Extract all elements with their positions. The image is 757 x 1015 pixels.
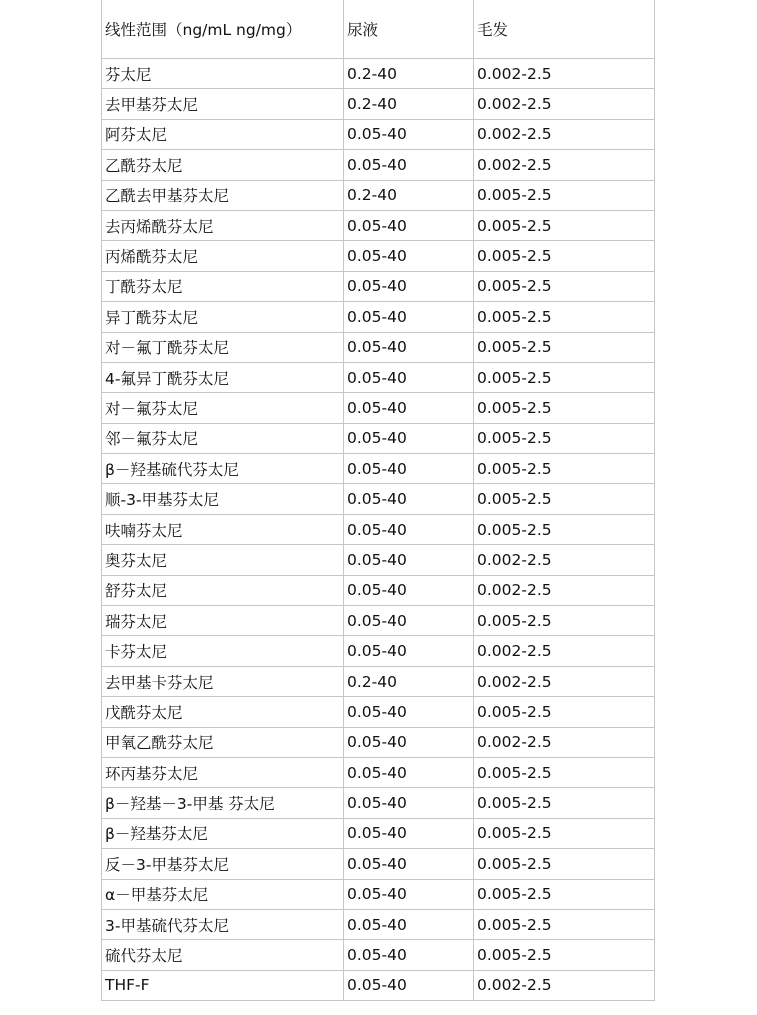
table-row xyxy=(102,909,655,939)
compound-cell: β－羟基芬太尼 xyxy=(102,818,344,848)
urine-range-cell: 0.05-40 xyxy=(344,970,474,1000)
linear-range-table xyxy=(101,0,655,1001)
table-row xyxy=(102,210,655,240)
compound-cell: 丁酰芬太尼 xyxy=(102,271,344,301)
table-row xyxy=(102,393,655,423)
hair-range-cell: 0.005-2.5 xyxy=(474,788,655,818)
hair-range-cell: 0.002-2.5 xyxy=(474,119,655,149)
table-row xyxy=(102,59,655,89)
urine-range-cell: 0.05-40 xyxy=(344,879,474,909)
urine-range-cell: 0.05-40 xyxy=(344,818,474,848)
hair-range-cell: 0.002-2.5 xyxy=(474,727,655,757)
compound-cell: 3-甲基硫代芬太尼 xyxy=(102,909,344,939)
compound-cell: 舒芬太尼 xyxy=(102,575,344,605)
compound-cell: 甲氧乙酰芬太尼 xyxy=(102,727,344,757)
urine-range-cell: 0.2-40 xyxy=(344,59,474,89)
urine-range-cell: 0.05-40 xyxy=(344,150,474,180)
hair-range-cell: 0.005-2.5 xyxy=(474,757,655,787)
compound-cell: 阿芬太尼 xyxy=(102,119,344,149)
urine-range-cell: 0.05-40 xyxy=(344,362,474,392)
table-row xyxy=(102,940,655,970)
compound-cell: 瑞芬太尼 xyxy=(102,606,344,636)
urine-range-cell: 0.05-40 xyxy=(344,210,474,240)
compound-cell: 戊酰芬太尼 xyxy=(102,697,344,727)
table-row xyxy=(102,332,655,362)
urine-range-cell: 0.05-40 xyxy=(344,636,474,666)
hair-range-cell: 0.005-2.5 xyxy=(474,393,655,423)
table-row xyxy=(102,970,655,1000)
table-row xyxy=(102,697,655,727)
hair-range-cell: 0.002-2.5 xyxy=(474,59,655,89)
hair-range-cell: 0.005-2.5 xyxy=(474,849,655,879)
hair-range-cell: 0.002-2.5 xyxy=(474,545,655,575)
header-compound: 线性范围（ng/mL ng/mg） xyxy=(102,0,344,59)
hair-range-cell: 0.005-2.5 xyxy=(474,909,655,939)
urine-range-cell: 0.05-40 xyxy=(344,909,474,939)
urine-range-cell: 0.05-40 xyxy=(344,484,474,514)
hair-range-cell: 0.005-2.5 xyxy=(474,210,655,240)
table-row xyxy=(102,362,655,392)
compound-cell: 去甲基卡芬太尼 xyxy=(102,666,344,696)
compound-cell: 对－氟丁酰芬太尼 xyxy=(102,332,344,362)
table-row xyxy=(102,606,655,636)
table-row xyxy=(102,666,655,696)
urine-range-cell: 0.05-40 xyxy=(344,575,474,605)
compound-cell: 呋喃芬太尼 xyxy=(102,514,344,544)
table-row xyxy=(102,545,655,575)
compound-cell: α－甲基芬太尼 xyxy=(102,879,344,909)
compound-cell: 硫代芬太尼 xyxy=(102,940,344,970)
table-row xyxy=(102,423,655,453)
hair-range-cell: 0.005-2.5 xyxy=(474,454,655,484)
header-row xyxy=(102,0,655,59)
table-row xyxy=(102,879,655,909)
urine-range-cell: 0.05-40 xyxy=(344,241,474,271)
compound-cell: 奥芬太尼 xyxy=(102,545,344,575)
urine-range-cell: 0.05-40 xyxy=(344,940,474,970)
header-hair: 毛发 xyxy=(474,0,655,59)
urine-range-cell: 0.05-40 xyxy=(344,514,474,544)
compound-cell: 去甲基芬太尼 xyxy=(102,89,344,119)
table-row xyxy=(102,180,655,210)
hair-range-cell: 0.002-2.5 xyxy=(474,970,655,1000)
table-row xyxy=(102,150,655,180)
compound-cell: THF-F xyxy=(102,970,344,1000)
hair-range-cell: 0.005-2.5 xyxy=(474,818,655,848)
compound-cell: 环丙基芬太尼 xyxy=(102,757,344,787)
hair-range-cell: 0.005-2.5 xyxy=(474,271,655,301)
table-row xyxy=(102,575,655,605)
table-row xyxy=(102,119,655,149)
urine-range-cell: 0.05-40 xyxy=(344,697,474,727)
table-row xyxy=(102,818,655,848)
urine-range-cell: 0.05-40 xyxy=(344,271,474,301)
compound-cell: 异丁酰芬太尼 xyxy=(102,302,344,332)
compound-cell: 去丙烯酰芬太尼 xyxy=(102,210,344,240)
table-row xyxy=(102,514,655,544)
hair-range-cell: 0.005-2.5 xyxy=(474,879,655,909)
urine-range-cell: 0.05-40 xyxy=(344,302,474,332)
compound-cell: β－羟基硫代芬太尼 xyxy=(102,454,344,484)
urine-range-cell: 0.05-40 xyxy=(344,545,474,575)
hair-range-cell: 0.005-2.5 xyxy=(474,362,655,392)
compound-cell: 反－3-甲基芬太尼 xyxy=(102,849,344,879)
hair-range-cell: 0.002-2.5 xyxy=(474,575,655,605)
header-urine: 尿液 xyxy=(344,0,474,59)
hair-range-cell: 0.005-2.5 xyxy=(474,514,655,544)
urine-range-cell: 0.05-40 xyxy=(344,606,474,636)
urine-range-cell: 0.05-40 xyxy=(344,332,474,362)
hair-range-cell: 0.002-2.5 xyxy=(474,89,655,119)
table-row xyxy=(102,757,655,787)
hair-range-cell: 0.005-2.5 xyxy=(474,606,655,636)
table-row xyxy=(102,89,655,119)
urine-range-cell: 0.2-40 xyxy=(344,666,474,696)
hair-range-cell: 0.005-2.5 xyxy=(474,180,655,210)
urine-range-cell: 0.05-40 xyxy=(344,423,474,453)
table-body xyxy=(102,59,655,1001)
table-row xyxy=(102,454,655,484)
compound-cell: 丙烯酰芬太尼 xyxy=(102,241,344,271)
table-row xyxy=(102,302,655,332)
compound-cell: 4-氟异丁酰芬太尼 xyxy=(102,362,344,392)
hair-range-cell: 0.002-2.5 xyxy=(474,636,655,666)
urine-range-cell: 0.05-40 xyxy=(344,454,474,484)
urine-range-cell: 0.05-40 xyxy=(344,119,474,149)
urine-range-cell: 0.05-40 xyxy=(344,757,474,787)
table-row xyxy=(102,727,655,757)
urine-range-cell: 0.05-40 xyxy=(344,849,474,879)
compound-cell: β－羟基－3-甲基 芬太尼 xyxy=(102,788,344,818)
compound-cell: 卡芬太尼 xyxy=(102,636,344,666)
hair-range-cell: 0.005-2.5 xyxy=(474,241,655,271)
hair-range-cell: 0.002-2.5 xyxy=(474,666,655,696)
urine-range-cell: 0.05-40 xyxy=(344,788,474,818)
urine-range-cell: 0.2-40 xyxy=(344,89,474,119)
table-row xyxy=(102,636,655,666)
hair-range-cell: 0.002-2.5 xyxy=(474,150,655,180)
hair-range-cell: 0.005-2.5 xyxy=(474,697,655,727)
hair-range-cell: 0.005-2.5 xyxy=(474,940,655,970)
urine-range-cell: 0.05-40 xyxy=(344,727,474,757)
compound-cell: 对－氟芬太尼 xyxy=(102,393,344,423)
hair-range-cell: 0.005-2.5 xyxy=(474,332,655,362)
compound-cell: 乙酰芬太尼 xyxy=(102,150,344,180)
compound-cell: 邻－氟芬太尼 xyxy=(102,423,344,453)
hair-range-cell: 0.005-2.5 xyxy=(474,423,655,453)
hair-range-cell: 0.005-2.5 xyxy=(474,484,655,514)
compound-cell: 乙酰去甲基芬太尼 xyxy=(102,180,344,210)
table-row xyxy=(102,241,655,271)
hair-range-cell: 0.005-2.5 xyxy=(474,302,655,332)
table-row xyxy=(102,788,655,818)
table-row xyxy=(102,849,655,879)
compound-cell: 顺-3-甲基芬太尼 xyxy=(102,484,344,514)
urine-range-cell: 0.2-40 xyxy=(344,180,474,210)
compound-cell: 芬太尼 xyxy=(102,59,344,89)
table-row xyxy=(102,484,655,514)
urine-range-cell: 0.05-40 xyxy=(344,393,474,423)
table-row xyxy=(102,271,655,301)
